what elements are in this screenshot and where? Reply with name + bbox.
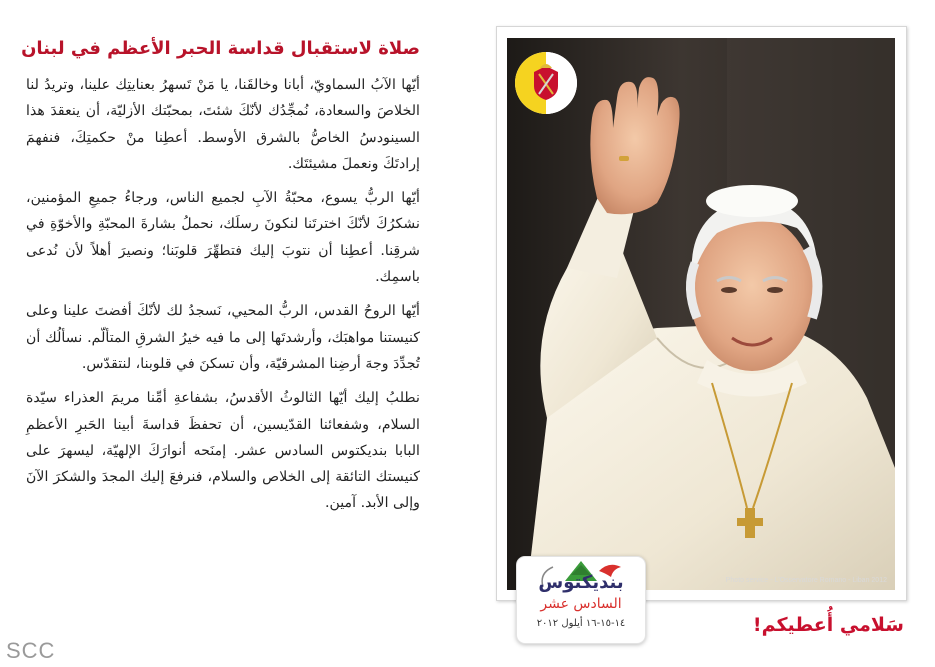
prayer-paragraph (26, 185, 420, 290)
photo-frame (496, 26, 907, 601)
prayer-title: صلاة لاستقبال قداسة الحبر الأعظم في لبنان (21, 38, 420, 59)
visit-logo-date: ١٤-١٥-١٦ أيلول ٢٠١٢ (536, 618, 626, 629)
prayer-paragraph (26, 385, 420, 516)
visit-logo (516, 556, 646, 644)
vatican-badge (515, 52, 577, 114)
prayer-paragraph-text: أيّها الروحُ القدس، الربُّ المحيي، نَسجدُ لك لأنّكَ أفضتَ علينا وعلى كنيستنا مواهبَك، وأرشدتَها إلى ما فيه خيرُ الشرقِ المتألّم. نسألُك أن تُجدِّدَ وجهَ أرضِنا المشرقيّة، وأن تسكنَ في قلوبنا، لنتقدّس. (26, 303, 420, 372)
greeting-text: سَلامي أُعطيكم! (752, 614, 904, 636)
prayer-paragraph (26, 72, 420, 177)
prayer-column (21, 36, 420, 646)
photo-credit: Photo service - L'Osservatore Romano - Liban 2012 (725, 577, 887, 584)
prayer-paragraph-text: نطلبُ إليك أيّها الثالوثُ الأقدسُ، بشفاعةِ أمِّنا مريمَ العذراء سيّدة السلام، وشفعائنا القدّيسين، أن تحفظَ قداسةَ أبينا الحَبرِ الأعظمِ البابا بنديكتوس السادس عشر. إمنَحه أنوارَكَ الإلهيّة، ليسهرَ على كنيستك التائقة إلى الخلاص والسلام، فنرفعَ إليك المجدَ والشكرَ الآنَ وإلى الأبد. آمين. (26, 390, 420, 512)
vatican-coat-of-arms-icon (515, 52, 577, 114)
prayer-paragraph (26, 298, 420, 377)
pope-photo (507, 38, 895, 590)
visit-logo-name: بنديكتوس (538, 572, 624, 593)
prayer-paragraph-text: أيّها الربُّ يسوع، محبّةُ الآبِ لجميع الناس، ورجاءُ جميعِ المؤمنين، نشكرُكَ لأنّكَ اخترتَنا لنكونَ رسلَك، نحملُ بشارةَ المحبّةِ والأخوّةِ في شرقِنا. أعطِنا أن نتوبَ إليك فتطهِّرَ قلوبَنا؛ ونصيرَ أهلاً لأن نُدعى باسمِك. (26, 190, 420, 286)
prayer-paragraph-text: أيّها الآبُ السماويّ، أبانا وخالقَنا، يا مَنْ تَسهرُ بعنايتِك علينا، وتريدُ لنا الخلاصَ والسعادة، نُمجِّدُك لأنّكَ شئتَ، بمحبّتك الأزليّة، أن ينعقدَ هذا السينودسُ الخاصُّ بالشرق الأوسط. أعطِنا منْ حكمتِكَ، فنفهمَ إرادتَكَ ونعملَ مشيئتَك. (26, 77, 420, 172)
visit-logo-title: السادس عشر (540, 596, 622, 612)
pope-illustration (507, 38, 895, 590)
scc-watermark: SCC (6, 638, 56, 663)
